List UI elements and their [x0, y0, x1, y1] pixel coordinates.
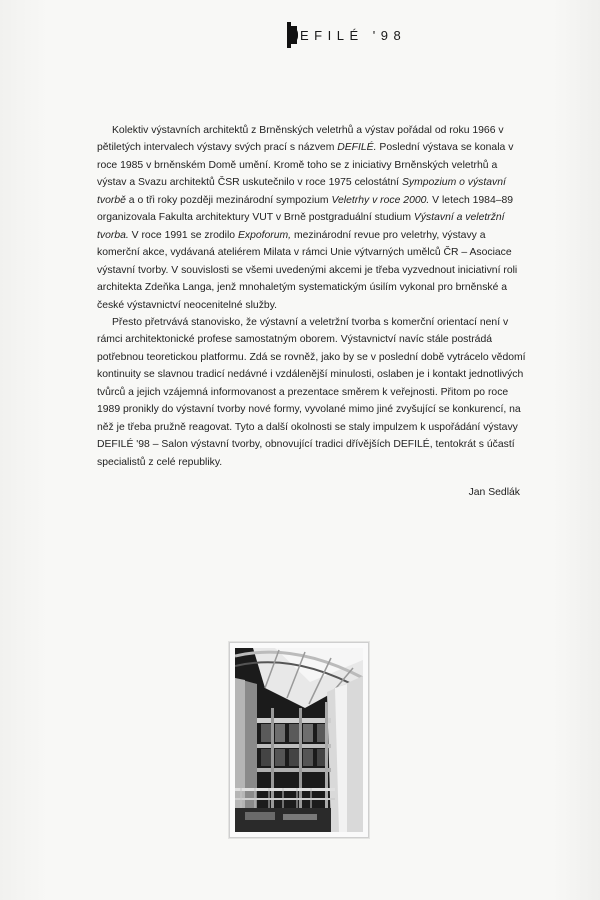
header — [287, 25, 406, 45]
exhibition-hall-photo — [229, 642, 369, 838]
header-title: EFILÉ '98 — [300, 27, 407, 43]
author-signature: Jan Sedlák — [468, 487, 520, 498]
paragraph-2: Přesto přetrvává stanovisko, že výstavní a veletržní tvorba s komerční orientací není v rámci architektonické profese samostatným oborem. Výstavnictví navíc stále postrádá potřebnou teoretickou platformu. Zdá se rovněž, jako by se v poslední době vytrácelo vědomí kontinuity se slavnou tradicí nedávné i vzdálenější minulosti, oslaben je i kontakt jednotlivých tvůrců a jejich vzájemná informovanost a prezentace směrem k veřejnosti. Přitom po roce 1989 pronikly do výstavní tvorby nové formy, vyvolané mimo jiné zvyšující se konkurencí, na něž je třeba pružně reagovat. Tyto a další okolnosti se staly impulzem k uspořádání výstavy DEFILÉ '98 – Salon výstavní tvorby, obnovující tradici dřívějších DEFILÉ, tentokrát s účastí specialistů z celé republiky. — [97, 316, 526, 468]
defile-logo-d — [287, 26, 297, 44]
paragraph-1: Kolektiv výstavních architektů z Brněnských veletrhů a výstav pořádal od roku 1966 v pětiletých intervalech výstavy svých prací s názvem DEFILÉ. Poslední výstava se konala v roce 1985 v brněnském Domě umění. Kromě toho se z iniciativy Brněnských veletrhů a výstav a Svazu architektů ČSR uskutečnilo v roce 1975 celostátní Sympozium o výstavní tvorbě a o tři roky později mezinárodní sympozium Veletrhy v roce 2000. V letech 1984–89 organizovala Fakulta architektury VUT v Brně postgraduální studium Výstavní a veletržní tvorba. V roce 1991 se zrodilo Expoforum, mezinárodní revue pro veletrhy, výstavy a komerční akce, vydávaná ateliérem Milata v rámci Unie výtvarných umělců ČR – Asociace výstavní tvorby. V souvislosti se všemi uvedenými akcemi je třeba vyzvednout iniciativní roli architekta Zdeňka Langa, jenž mnohaletým systematickým úsilím vykonal pro brněnské a české výstavnictví neocenitelné služby. — [97, 125, 518, 311]
article-body — [97, 122, 527, 471]
